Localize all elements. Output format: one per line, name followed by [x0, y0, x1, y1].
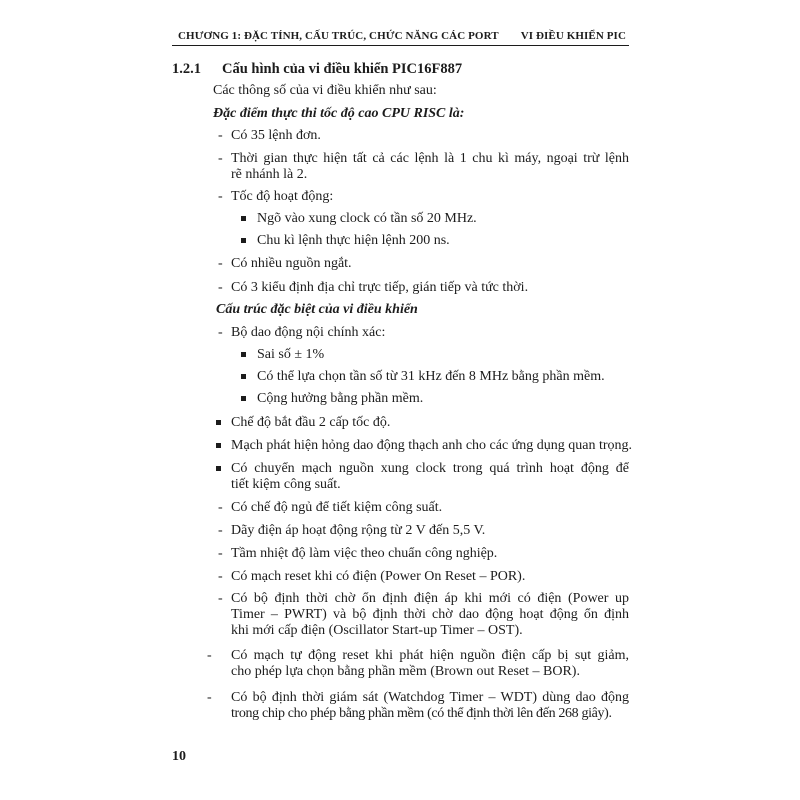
bullet-square-icon [241, 238, 246, 243]
section-title: Cấu hình của vi điều khiển PIC16F887 [222, 61, 463, 77]
dash-marker: - [218, 500, 223, 515]
dash-marker: - [218, 189, 223, 204]
list-item: Mạch phát hiện hỏng dao động thạch anh cho các ứng dụng quan trọng. [231, 438, 633, 453]
dash-marker: - [218, 591, 223, 606]
list-item-continued: khi mới cấp điện (Oscillator Start-up Timer – OST). [231, 623, 523, 638]
dash-marker: - [218, 523, 223, 538]
dash-marker: - [218, 325, 223, 340]
section-intro: Các thông số của vi điều khiển như sau: [213, 83, 437, 98]
bullet-square-icon [216, 443, 221, 448]
list-item: Thời gian thực hiện tất cả các lệnh là 1 chu kì máy, ngoại trừ lệnh [231, 151, 629, 166]
dash-marker: - [218, 546, 223, 561]
bullet-square-icon [241, 216, 246, 221]
bullet-square-icon [241, 396, 246, 401]
list-item: Có mạch reset khi có điện (Power On Reset – POR). [231, 569, 526, 584]
list-item: Tầm nhiệt độ làm việc theo chuẩn công nghiệp. [231, 546, 498, 561]
section-number: 1.2.1 [172, 61, 201, 77]
running-header [170, 28, 628, 44]
dash-marker: - [207, 690, 212, 705]
bullet-square-icon [241, 374, 246, 379]
list-item: Dãy điện áp hoạt động rộng từ 2 V đến 5,5 V. [231, 523, 486, 538]
list-item-continued: Timer – PWRT) và bộ định thời chờ dao động hoạt động ổn định [231, 607, 629, 622]
list-item: Có 35 lệnh đơn. [231, 128, 321, 143]
list-item: Có chuyển mạch nguồn xung clock trong quá trình hoạt động để [231, 461, 629, 476]
bullet-square-icon [241, 352, 246, 357]
header-rule [172, 45, 629, 46]
sub-list-item: Có thể lựa chọn tần số từ 31 kHz đến 8 MHz bằng phần mềm. [257, 369, 605, 384]
list-item-continued: trong chip cho phép bằng phần mềm (có thể định thời lên đến 268 giây). [231, 706, 612, 721]
heading-cpu-risc: Đặc điểm thực thi tốc độ cao CPU RISC là: [213, 106, 465, 121]
sub-list-item: Cộng hưởng bằng phần mềm. [257, 391, 424, 406]
list-item-continued: cho phép lựa chọn bằng phần mềm (Brown out Reset – BOR). [231, 664, 580, 679]
dash-marker: - [207, 648, 212, 663]
bullet-square-icon [216, 420, 221, 425]
page-number: 10 [172, 749, 186, 764]
list-item: Bộ dao động nội chính xác: [231, 325, 386, 340]
list-item: Tốc độ hoạt động: [231, 189, 334, 204]
list-item: Có bộ định thời chờ ổn định điện áp khi mới có điện (Power up [231, 591, 629, 606]
list-item-continued: tiết kiệm công suất. [231, 477, 341, 492]
chapter-title: CHƯƠNG 1: ĐẶC TÍNH, CẤU TRÚC, CHỨC NĂNG CÁC PORT [178, 30, 499, 42]
list-item-continued: rẽ nhánh là 2. [231, 167, 308, 182]
list-item: Có chế độ ngủ để tiết kiệm công suất. [231, 500, 443, 515]
dash-marker: - [218, 151, 223, 166]
list-item: Có mạch tự động reset khi phát hiện nguồn điện cấp bị sụt giảm, [231, 648, 629, 663]
list-item: Có bộ định thời giám sát (Watchdog Timer – WDT) dùng dao động [231, 690, 629, 705]
heading-special-structure: Cấu trúc đặc biệt của vi điều khiển [216, 302, 418, 317]
bullet-square-icon [216, 466, 221, 471]
book-title: VI ĐIỀU KHIỂN PIC [520, 30, 626, 42]
dash-marker: - [218, 569, 223, 584]
dash-marker: - [218, 128, 223, 143]
sub-list-item: Chu kì lệnh thực hiện lệnh 200 ns. [257, 233, 450, 248]
list-item: Chế độ bắt đầu 2 cấp tốc độ. [231, 415, 391, 430]
dash-marker: - [218, 256, 223, 271]
list-item: Có nhiều nguồn ngắt. [231, 256, 352, 271]
sub-list-item: Ngõ vào xung clock có tần số 20 MHz. [257, 211, 477, 226]
dash-marker: - [218, 280, 223, 295]
sub-list-item: Sai số ± 1% [257, 347, 325, 362]
list-item: Có 3 kiểu định địa chỉ trực tiếp, gián tiếp và tức thời. [231, 280, 529, 295]
